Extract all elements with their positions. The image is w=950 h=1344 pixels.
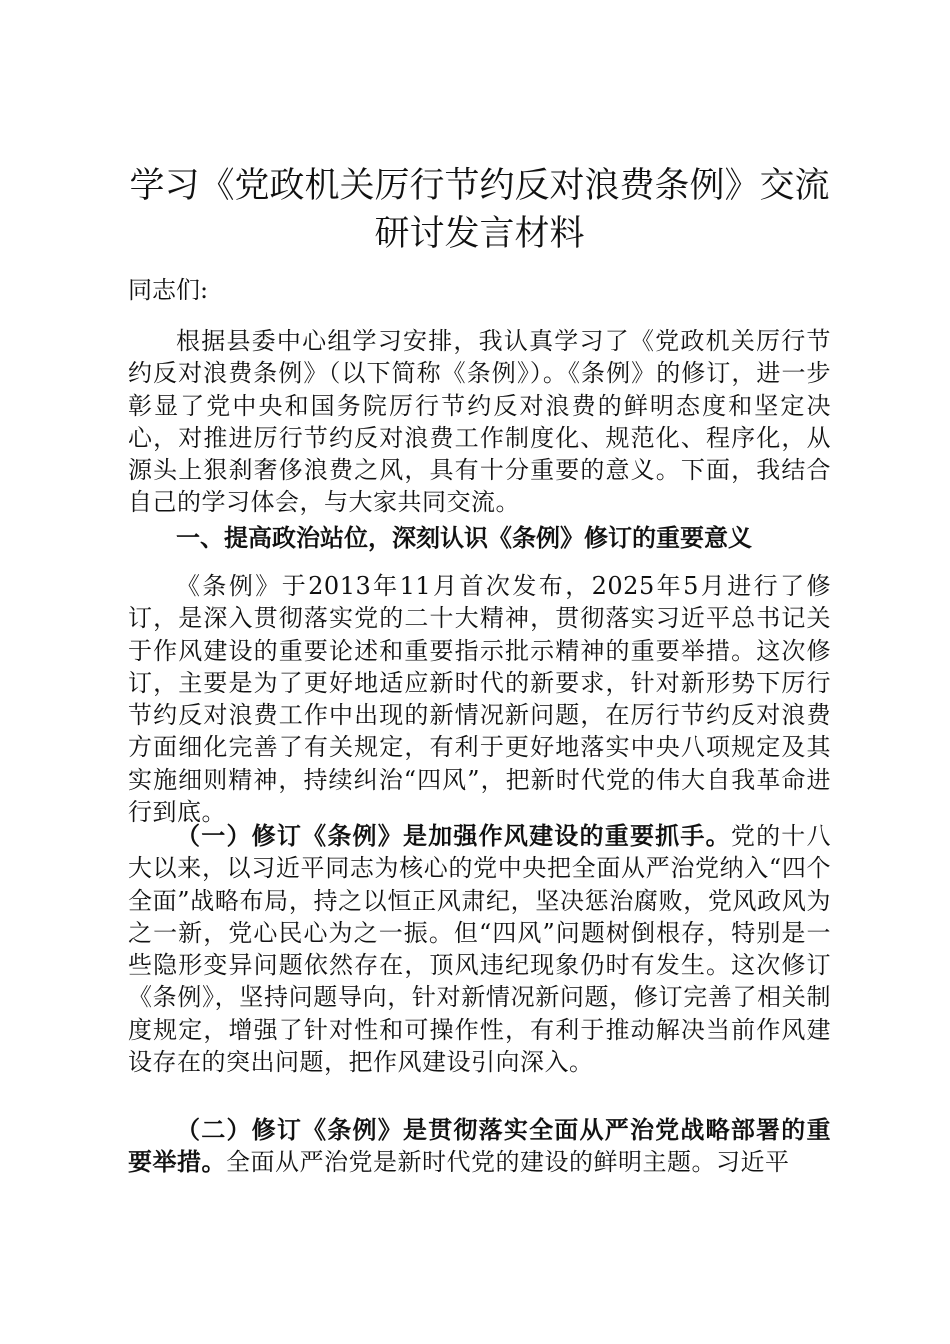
paragraph-subsection-2: [128, 1114, 831, 1179]
subsection-1-lead: （一）修订《条例》是加强作风建设的重要抓手。: [176, 822, 731, 850]
document-title: 学习《党政机关厉行节约反对浪费条例》交流研讨发言材料: [129, 166, 830, 254]
paragraph-significance: 《条例》于2013年11月首次发布，2025年5月进行了修订，是深入贯彻落实党的二十大精神，贯彻落实习近平总书记关于作风建设的重要论述和重要指示批示精神的重要举措。这次修订，主要是为了更好地适应新时代的新要求，针对新形势下厉行节约反对浪费工作中出现的新情况新问题，在厉行节约反对浪费方面细化完善了有关规定，有利于更好地落实中央八项规定及其实施细则精神，持续纠治“四风”，把新时代党的伟大自我革命进行到底。: [128, 572, 831, 827]
section-heading-1: 一、提高政治站位，深刻认识《条例》修订的重要意义: [176, 524, 752, 552]
subsection-2-lead: （二）修订《条例》是贯彻落实全面从严治党战略部署的重要举措。: [128, 1116, 831, 1177]
paragraph-subsection-1: [128, 820, 831, 1078]
subsection-1-body: 党的十八大以来，以习近平同志为核心的党中央把全面从严治党纳入“四个全面”战略布局，持之以恒正风肃纪，坚决惩治腐败，党风政风为之一新，党心民心为之一振。但“四风”问题树倒根存，特别是一些隐形变异问题依然存在，顶风违纪现象仍时有发生。这次修订《条例》，坚持问题导向，针对新情况新问题，修订完善了相关制度规定，增强了针对性和可操作性，有利于推动解决当前作风建设存在的突出问题，把作风建设引向深入。: [128, 822, 832, 1077]
greeting: 同志们:: [128, 276, 209, 304]
subsection-2-body: 全面从严治党是新时代党的建设的鲜明主题。习近平: [226, 1148, 790, 1177]
paragraph-intro: 根据县委中心组学习安排，我认真学习了《党政机关厉行节约反对浪费条例》（以下简称《条例》）。《条例》的修订，进一步彰显了党中央和国务院厉行节约反对浪费的鲜明态度和坚定决心，对推进厉行节约反对浪费工作制度化、规范化、程序化，从源头上狠刹奢侈浪费之风，具有十分重要的意义。下面，我结合自己的学习体会，与大家共同交流。: [128, 327, 831, 517]
